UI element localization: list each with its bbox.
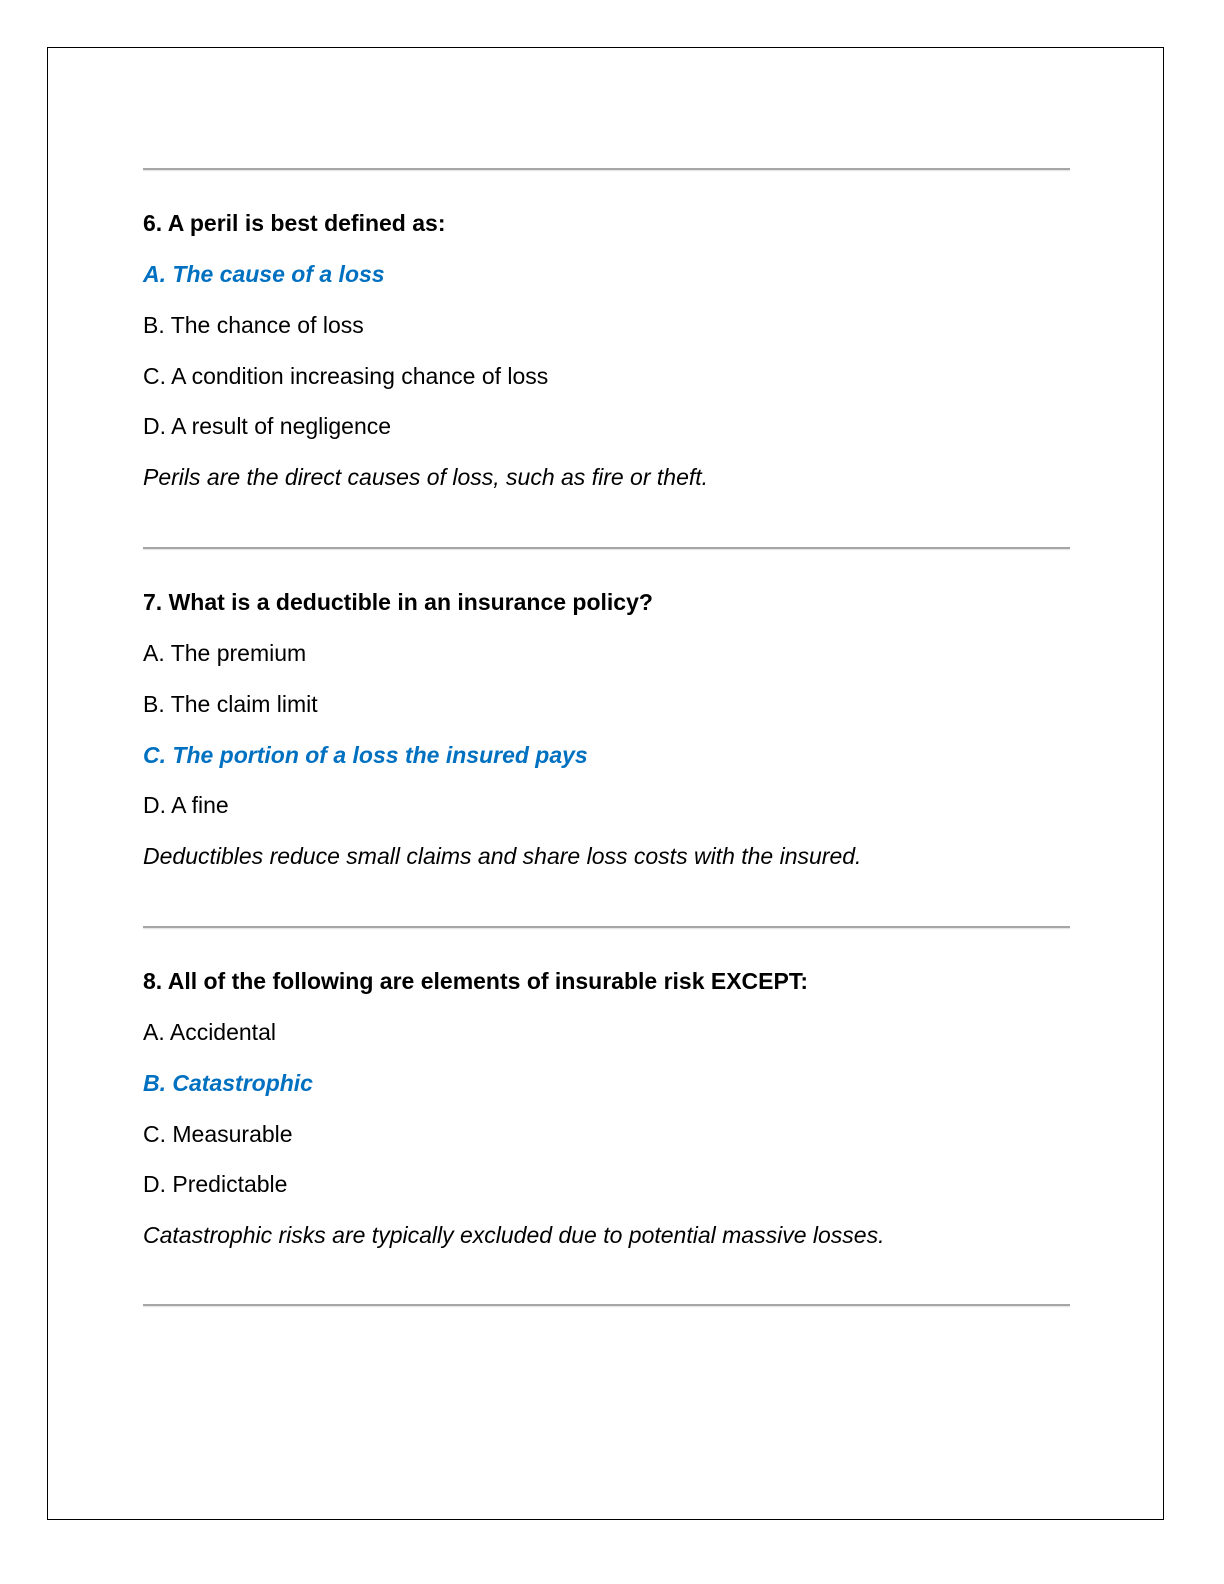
divider — [143, 926, 1070, 928]
question-6-option-c: C. A condition increasing chance of loss — [143, 363, 549, 389]
divider — [143, 168, 1070, 170]
question-8-option-d: D. Predictable — [143, 1171, 288, 1197]
question-7-option-d: D. A fine — [143, 792, 229, 818]
question-7-option-b: B. The claim limit — [143, 691, 318, 717]
question-6-text: 6. A peril is best defined as: — [143, 210, 446, 236]
question-8-text: 8. All of the following are elements of insurable risk EXCEPT: — [143, 968, 809, 994]
question-7-option-c: C. The portion of a loss the insured pays — [143, 742, 588, 768]
question-8-option-a: A. Accidental — [143, 1019, 276, 1045]
question-7-text: 7. What is a deductible in an insurance policy? — [143, 589, 653, 615]
question-6-option-a: A. The cause of a loss — [143, 261, 385, 287]
question-8-explanation: Catastrophic risks are typically excluded due to potential massive losses. — [143, 1222, 885, 1248]
divider — [143, 1304, 1070, 1306]
question-8-option-c: C. Measurable — [143, 1121, 293, 1147]
question-6-explanation: Perils are the direct causes of loss, such as fire or theft. — [143, 464, 709, 490]
question-7-explanation: Deductibles reduce small claims and share loss costs with the insured. — [143, 843, 862, 869]
divider — [143, 547, 1070, 549]
question-6-option-b: B. The chance of loss — [143, 312, 364, 338]
question-8-option-b: B. Catastrophic — [143, 1070, 313, 1096]
question-7-option-a: A. The premium — [143, 640, 307, 666]
question-6-option-d: D. A result of negligence — [143, 413, 392, 439]
